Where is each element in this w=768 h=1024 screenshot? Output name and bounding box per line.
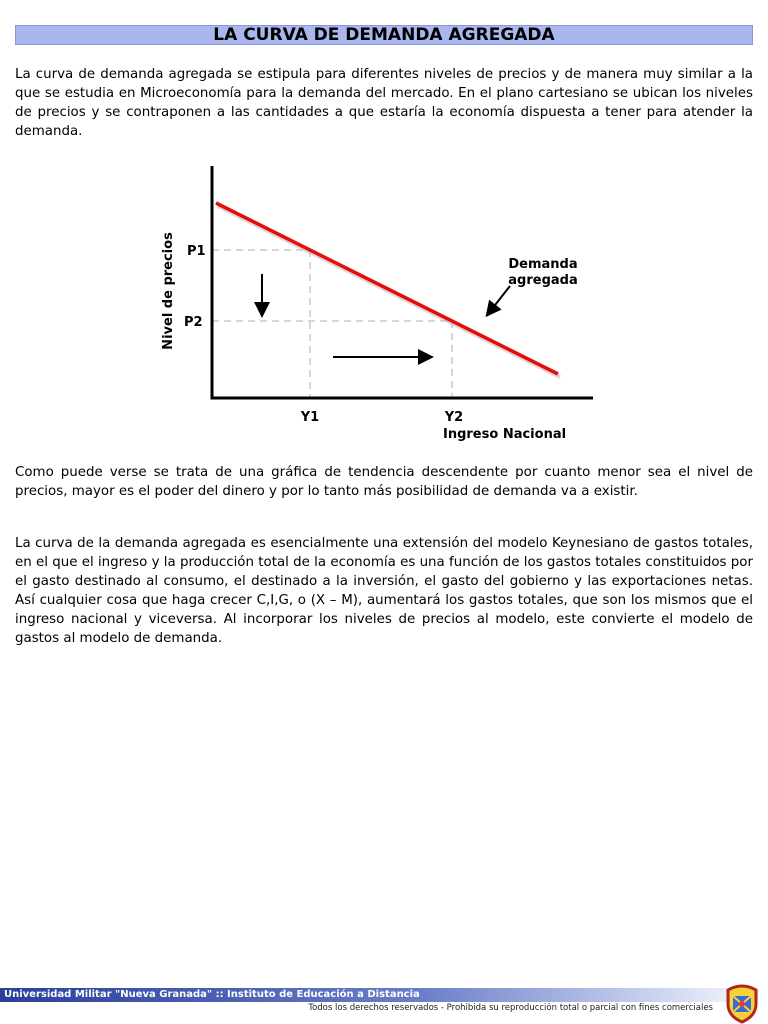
- demand-chart: [150, 158, 600, 448]
- x-tick-y2: Y2: [444, 410, 464, 425]
- intro-paragraph: La curva de demanda agregada se estipula para diferentes niveles de precios y de manera muy similar a la que se estudia en Microeconomía para la demanda del mercado. En el plano cartesiano se ubican los niveles de precios y se contraponen a las cantidades a que estaría la economía dispuesta a tener para atender la demanda.: [15, 67, 753, 139]
- y-tick-p2: P2: [184, 315, 203, 330]
- x-tick-y1: Y1: [300, 410, 320, 425]
- explanation-paragraph: Como puede verse se trata de una gráfica de tendencia descendente por cuanto menor sea el nivel de precios, mayor es el poder del dinero y por lo tanto más posibilidad de demanda va a existir.: [15, 465, 753, 499]
- annotation-line-2: agregada: [508, 273, 578, 288]
- x-axis-label: Ingreso Nacional: [443, 427, 567, 442]
- y-axis-label: Nivel de precios: [161, 232, 176, 350]
- university-seal-icon: [722, 984, 762, 1024]
- demand-curve-shadow: [218, 206, 560, 377]
- footer: [0, 984, 768, 1024]
- demand-curve: [216, 203, 558, 374]
- annotation-pointer: [488, 286, 510, 314]
- page-title: LA CURVA DE DEMANDA AGREGADA: [15, 25, 753, 45]
- y-tick-p1: P1: [187, 244, 206, 259]
- footer-organization: Universidad Militar "Nueva Granada" :: Instituto de Educación a Distancia: [4, 989, 420, 1000]
- footer-rights: Todos los derechos reservados - Prohibida su reproducción total o parcial con fines comerciales: [308, 1003, 713, 1013]
- keynesian-paragraph: La curva de la demanda agregada es esencialmente una extensión del modelo Keynesiano de gastos totales, en el que el ingreso y la producción total de la economía es una función de los gastos totales constituidos por el gasto destinado al consumo, el destinado a la inversión, el gasto del gobierno y las exportaciones netas. Así cualquier cosa que haga crecer C,I,G, o (X – M), aumentará los gastos totales, que son los mismos que el ingreso nacional y viceversa. Al incorporar los niveles de precios al modelo, este convierte el modelo de gastos al modelo de demanda.: [15, 536, 753, 646]
- annotation-line-1: Demanda: [508, 257, 578, 272]
